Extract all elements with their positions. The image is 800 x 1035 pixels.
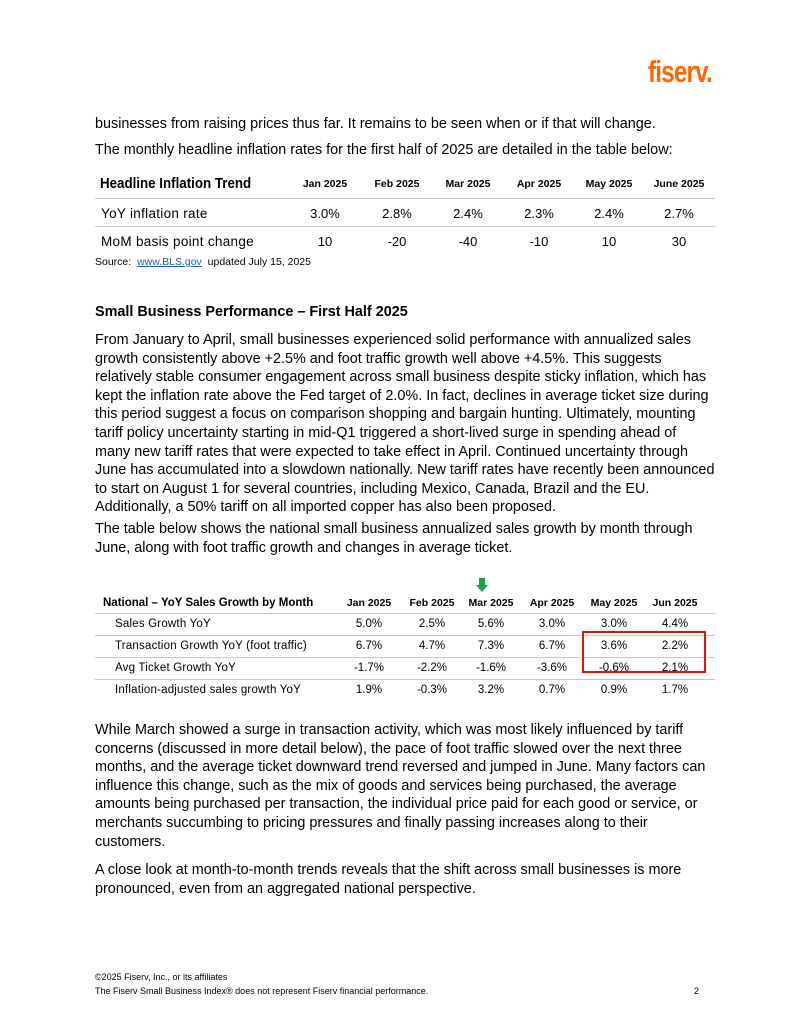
table-cell: 3.0%	[310, 206, 340, 221]
body-paragraph-3: While March showed a surge in transaction activity, which was most likely influenced by tariff concerns (discussed in more detail below), the pace of foot traffic slowed over the next three months, and the average ticket downward trend reversed and jumped in June. Many factors can influence this change, such as the mix of goods and services being purchased, the average amounts being purchased per transaction, the individual price paid for each good or service, or merchants succumbing to pricing pressures and finally passing increases along to their customers.	[95, 722, 706, 850]
inflation-table-title: Headline Inflation Trend	[100, 176, 252, 192]
table-cell: -0.6%	[598, 662, 630, 674]
footer-disclaimer: The Fiserv Small Business Index® does not represent Fiserv financial performance.	[95, 986, 429, 996]
inflation-month-header: Mar 2025	[445, 178, 491, 190]
table-cell: 6.7%	[355, 640, 383, 652]
table-cell: 30	[671, 234, 687, 249]
sales-month-header: Feb 2025	[409, 597, 455, 609]
table-cell: 2.2%	[661, 640, 689, 652]
table-cell: -2.2%	[416, 662, 448, 674]
table-cell: 4.4%	[661, 618, 689, 630]
section-heading: Small Business Performance – First Half 2025	[95, 304, 408, 320]
inflation-month-header: Feb 2025	[374, 178, 420, 190]
table-cell: -20	[387, 234, 407, 249]
bls-link[interactable]: www.BLS.gov	[137, 256, 202, 268]
body-paragraph-2: The table below shows the national small business annualized sales growth by month through June, along with foot traffic growth and changes in average ticket.	[95, 521, 693, 556]
table-cell: 2.7%	[664, 206, 694, 221]
table-cell: 2.1%	[661, 662, 689, 674]
sales-month-header: Jan 2025	[346, 597, 392, 609]
inflation-month-header: May 2025	[585, 178, 633, 190]
inflation-table-header	[95, 171, 715, 199]
sales-table-title: National – YoY Sales Growth by Month	[103, 597, 314, 609]
source-note	[95, 256, 311, 268]
inflation-row-yoy	[95, 199, 715, 227]
source-suffix: updated July 15, 2025	[207, 256, 311, 268]
table-cell: 10	[317, 234, 333, 249]
row-label: Inflation-adjusted sales growth YoY	[115, 684, 302, 696]
table-cell: 4.7%	[418, 640, 446, 652]
row-label: Transaction Growth YoY (foot traffic)	[115, 640, 307, 652]
table-cell: 2.4%	[594, 206, 624, 221]
table-cell: 2.3%	[524, 206, 554, 221]
table-cell: 3.0%	[538, 618, 566, 630]
table-cell: 1.7%	[661, 684, 689, 696]
inflation-month-header: Apr 2025	[516, 178, 562, 190]
table-cell: 2.4%	[453, 206, 483, 221]
footer-copyright: ©2025 Fiserv, Inc., or its affiliates	[95, 972, 228, 982]
table-cell: 3.2%	[477, 684, 505, 696]
body-paragraph-4: A close look at month-to-month trends reveals that the shift across small businesses is more pronounced, even from an aggregated national perspective.	[95, 862, 682, 897]
inflation-month-header: June 2025	[653, 178, 705, 190]
page-number: 2	[694, 986, 700, 996]
table-cell: 7.3%	[477, 640, 505, 652]
sales-row-inflation-adjusted	[95, 680, 715, 701]
headline-inflation-table	[95, 171, 715, 254]
row-label: MoM basis point change	[101, 234, 254, 249]
row-label: YoY inflation rate	[101, 206, 208, 221]
intro-line-1: businesses from raising prices thus far. It remains to be seen when or if that will change.	[95, 116, 656, 132]
body-paragraph-1: From January to April, small businesses experienced solid performance with annualized sales growth consistently above +2.5% and foot traffic growth well above +4.5%. This suggests relatively stable consumer engagement across small business despite sticky inflation, which has kept the inflation rate above the Fed target of 2.0%. In fact, declines in average ticket size during this period suggest a focus on comparison shopping and bargain hunting. Ultimately, mounting tariff policy uncertainty starting in mid-Q1 triggered a short-lived surge in spending ahead of many new tariff rates that were expected to take effect in April. Continued uncertainty through June has accumulated into a slowdown nationally. New tariff rates have recently been announced to start on August 1 for several countries, including Mexico, Canada, Brazil and the EU. Additionally, a 50% tariff on all imported copper has also been proposed.	[95, 332, 715, 516]
source-prefix: Source:	[95, 256, 132, 268]
down-arrow-icon	[476, 578, 488, 592]
table-cell: -1.7%	[353, 662, 385, 674]
table-cell: 6.7%	[538, 640, 566, 652]
inflation-row-mom	[95, 227, 715, 254]
fiserv-logo: fiserv.	[648, 54, 712, 89]
table-cell: 0.7%	[538, 684, 566, 696]
highlight-box	[582, 631, 706, 673]
table-cell: 10	[601, 234, 617, 249]
table-cell: 2.5%	[418, 618, 446, 630]
table-cell: 3.6%	[600, 640, 628, 652]
row-label: Sales Growth YoY	[115, 618, 211, 630]
table-cell: -0.3%	[416, 684, 448, 696]
row-label: Avg Ticket Growth YoY	[115, 662, 236, 674]
sales-table-header	[95, 596, 715, 614]
table-cell: 3.0%	[600, 618, 628, 630]
table-cell: 5.0%	[355, 618, 383, 630]
sales-month-header: Jun 2025	[652, 597, 698, 609]
table-cell: -10	[529, 234, 549, 249]
sales-month-header: Mar 2025	[468, 597, 514, 609]
table-cell: -40	[458, 234, 478, 249]
table-cell: -3.6%	[536, 662, 568, 674]
table-cell: 0.9%	[600, 684, 628, 696]
table-cell: -1.6%	[475, 662, 507, 674]
inflation-month-header: Jan 2025	[302, 178, 348, 190]
intro-line-2: The monthly headline inflation rates for the first half of 2025 are detailed in the table below:	[95, 142, 673, 158]
sales-month-header: Apr 2025	[529, 597, 575, 609]
table-cell: 2.8%	[382, 206, 412, 221]
table-cell: 5.6%	[477, 618, 505, 630]
sales-month-header: May 2025	[590, 597, 638, 609]
table-cell: 1.9%	[355, 684, 383, 696]
